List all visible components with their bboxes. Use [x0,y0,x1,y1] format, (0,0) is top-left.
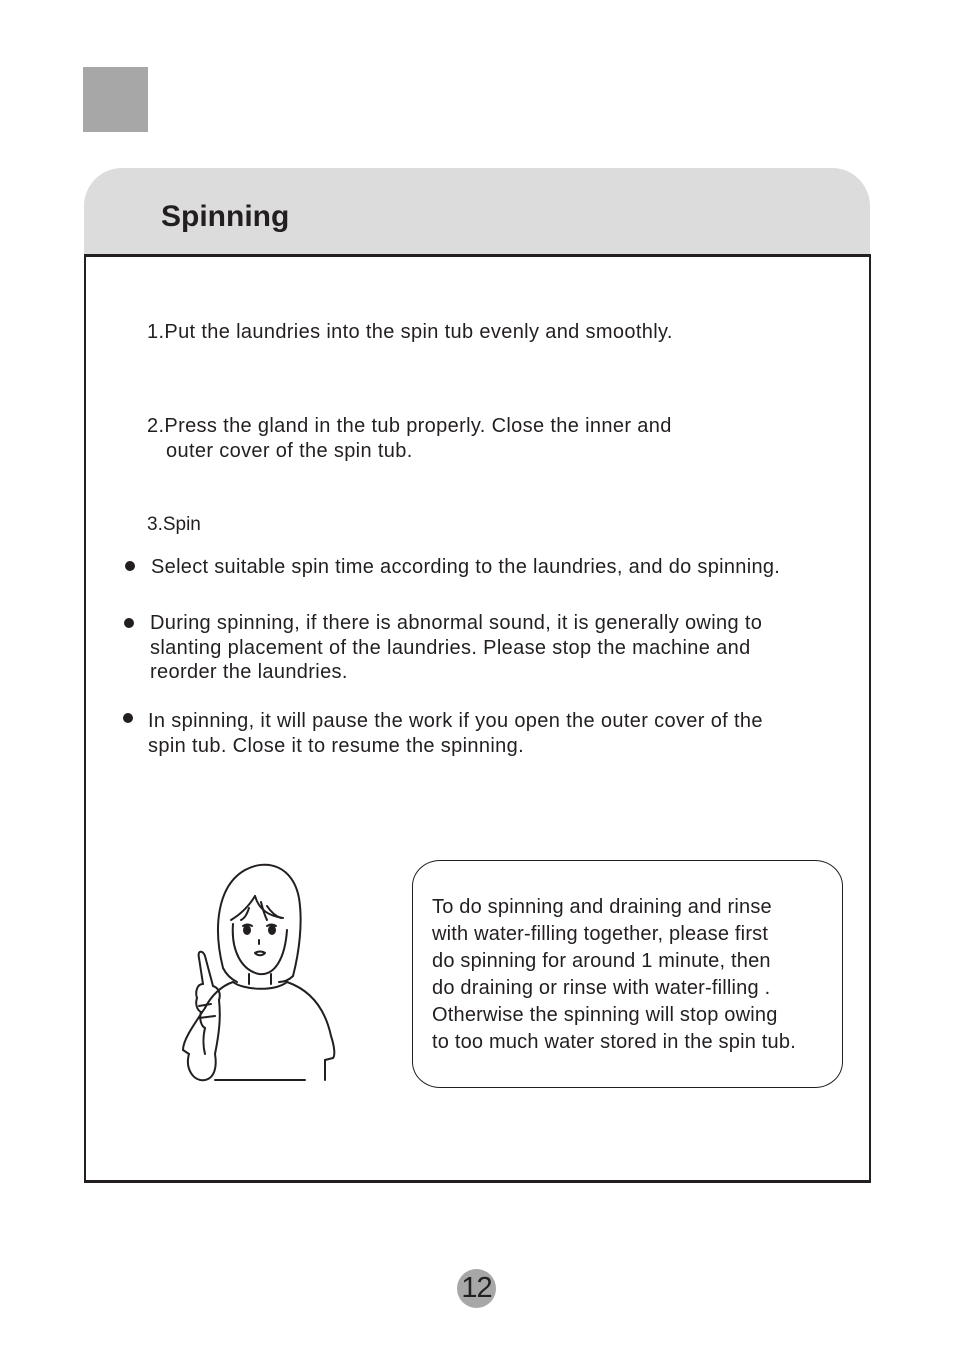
bullet-dot-icon [124,618,134,628]
bullet-2-text [150,611,762,685]
step-1-text: 1.Put the laundries into the spin tub evenly and smoothly. [147,321,673,343]
step-3-heading: 3.Spin [147,514,201,535]
woman-pointing-finger-illustration [175,858,345,1088]
tip-line-5: Otherwise the spinning will stop owing [432,1004,778,1026]
page-number-badge: 12 [457,1269,496,1308]
tip-line-3: do spinning for around 1 minute, then [432,950,771,972]
bullet-dot-icon [125,561,135,571]
bullet-3-line-1: In spinning, it will pause the work if you open the outer cover of the [148,710,763,732]
bullet-3-text [148,709,763,758]
step-2-text [147,414,672,463]
tip-line-6: to too much water stored in the spin tub. [432,1031,796,1053]
bullet-2-line-1: During spinning, if there is abnormal sound, it is generally owing to [150,612,763,634]
step-2-line-1: 2.Press the gland in the tub properly. Close the inner and [147,415,672,437]
tip-line-1: To do spinning and draining and rinse [432,896,772,918]
bullet-3-line-2: spin tub. Close it to resume the spinning. [148,734,525,757]
bullet-2-line-3: reorder the laundries. [150,661,348,683]
bullet-dot-icon [123,713,133,723]
bullet-1-text: Select suitable spin time according to the laundries, and do spinning. [151,556,781,578]
tip-line-2: with water-filling together, please first [432,923,769,945]
bullet-2-line-2: slanting placement of the laundries. Please stop the machine and [150,636,751,659]
corner-tab-marker [83,67,148,132]
section-title: Spinning [161,200,290,233]
tip-line-4: do draining or rinse with water-filling . [432,977,771,999]
tip-callout-text [432,894,796,1056]
step-2-line-2: outer cover of the spin tub. [166,439,413,462]
